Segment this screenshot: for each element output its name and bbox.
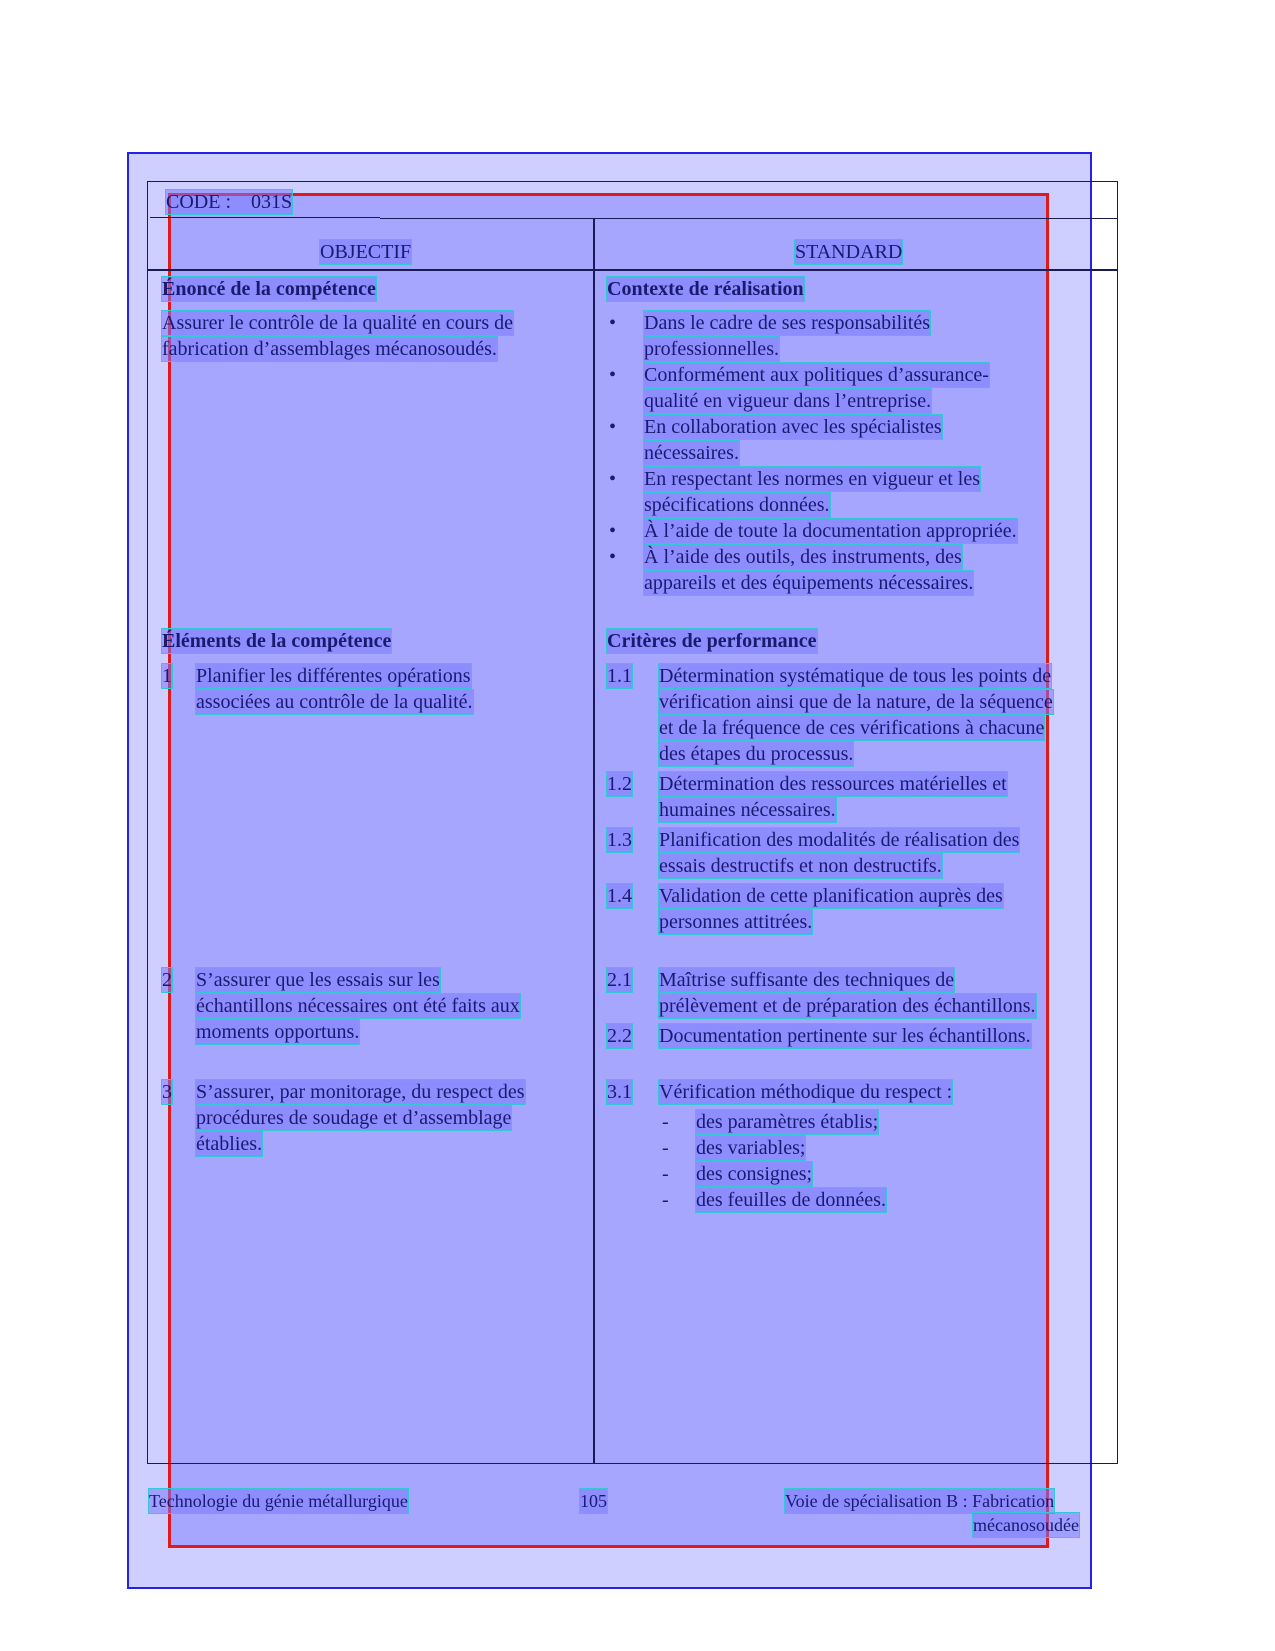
context-bullet-line: À l’aide des outils, des instruments, des: [644, 546, 962, 568]
code-value: 031S: [251, 191, 293, 213]
context-bullet-line: En collaboration avec les spécialistes: [644, 416, 942, 438]
criterion-line: essais destructifs et non destructifs.: [659, 855, 942, 877]
code-underline: [150, 217, 380, 218]
element-line: S’assurer, par monitorage, du respect des: [196, 1081, 525, 1103]
context-bullet-line: À l’aide de toute la documentation appropriée.: [644, 520, 1017, 542]
criterion-line: Validation de cette planification auprès des: [659, 885, 1003, 907]
code-label: CODE : 031S: [166, 191, 293, 213]
sub-item: des variables;: [696, 1137, 806, 1159]
sub-item-dash: -: [662, 1137, 669, 1159]
footer-right-line1: Voie de spécialisation B : Fabrication: [785, 1491, 1055, 1511]
element-line: échantillons nécessaires ont été faits aux: [196, 995, 520, 1017]
header-row-line: [380, 218, 1117, 219]
criterion-number: 2.2: [607, 1025, 632, 1047]
context-heading: Contexte de réalisation: [607, 278, 804, 300]
bullet-dot: •: [609, 364, 617, 386]
context-bullet-line: qualité en vigueur dans l’entreprise.: [644, 390, 932, 412]
criterion-number: 1.4: [607, 885, 632, 907]
title-row-line: [147, 269, 1118, 271]
context-bullet-line: appareils et des équipements nécessaires.: [644, 572, 974, 594]
bullet-dot: •: [609, 312, 617, 334]
table-right-border: [1117, 181, 1118, 1464]
criterion-line: Vérification méthodique du respect :: [659, 1081, 953, 1103]
element-line: moments opportuns.: [196, 1021, 360, 1043]
criterion-line: Documentation pertinente sur les échantillons.: [659, 1025, 1031, 1047]
sub-item-dash: -: [662, 1189, 669, 1211]
criterion-line: prélèvement et de préparation des échantillons.: [659, 995, 1036, 1017]
criterion-number: 1.1: [607, 665, 632, 687]
context-bullet-line: spécifications données.: [644, 494, 830, 516]
element-number: 3: [162, 1081, 172, 1103]
criterion-line: et de la fréquence de ces vérifications à chacune: [659, 717, 1045, 739]
context-bullet-line: Conformément aux politiques d’assurance-: [644, 364, 989, 386]
competence-text-line: Assurer le contrôle de la qualité en cours de: [162, 312, 513, 334]
table-left-border: [147, 181, 148, 1464]
criterion-number: 1.3: [607, 829, 632, 851]
table-top-border: [147, 181, 1117, 182]
criterion-number: 2.1: [607, 969, 632, 991]
element-line: Planifier les différentes opérations: [196, 665, 471, 687]
footer-right-line2: mécanosoudée: [973, 1515, 1079, 1535]
competence-text-line: fabrication d’assemblages mécanosoudés.: [162, 338, 497, 360]
sub-item: des paramètres établis;: [696, 1111, 879, 1133]
criterion-line: Maîtrise suffisante des techniques de: [659, 969, 955, 991]
footer-left: Technologie du génie métallurgique: [149, 1491, 408, 1511]
competence-heading: Énoncé de la compétence: [162, 278, 376, 300]
criterion-line: Planification des modalités de réalisation des: [659, 829, 1020, 851]
objectif-title: OBJECTIF: [320, 241, 412, 263]
element-number: 2: [162, 969, 172, 991]
bullet-dot: •: [609, 468, 617, 490]
element-line: associées au contrôle de la qualité.: [196, 691, 473, 713]
bullet-dot: •: [609, 520, 617, 542]
footer-page-number: 105: [580, 1491, 607, 1511]
sub-item-dash: -: [662, 1163, 669, 1185]
criterion-line: des étapes du processus.: [659, 743, 854, 765]
criterion-line: vérification ainsi que de la nature, de la séquence: [659, 691, 1053, 713]
column-divider: [593, 219, 595, 1464]
bullet-dot: •: [609, 546, 617, 568]
context-bullet-line: professionnelles.: [644, 338, 779, 360]
sub-item: des feuilles de données.: [696, 1189, 886, 1211]
criterion-line: personnes attitrées.: [659, 911, 813, 933]
element-line: S’assurer que les essais sur les: [196, 969, 440, 991]
criterion-line: humaines nécessaires.: [659, 799, 836, 821]
standard-title: STANDARD: [795, 241, 903, 263]
element-line: procédures de soudage et d’assemblage: [196, 1107, 512, 1129]
context-bullet-line: En respectant les normes en vigueur et les: [644, 468, 980, 490]
criteria-heading: Critères de performance: [607, 630, 817, 652]
element-number: 1: [162, 665, 172, 687]
context-bullet-line: nécessaires.: [644, 442, 739, 464]
bullet-dot: •: [609, 416, 617, 438]
criterion-number: 3.1: [607, 1081, 632, 1103]
sub-item-dash: -: [662, 1111, 669, 1133]
criterion-number: 1.2: [607, 773, 632, 795]
sub-item: des consignes;: [696, 1163, 813, 1185]
table-bottom-border: [147, 1463, 1118, 1464]
criterion-line: Détermination des ressources matérielles et: [659, 773, 1007, 795]
element-line: établies.: [196, 1133, 263, 1155]
context-bullet-line: Dans le cadre de ses responsabilités: [644, 312, 931, 334]
criterion-line: Détermination systématique de tous les points de: [659, 665, 1052, 687]
elements-heading: Éléments de la compétence: [162, 630, 392, 652]
